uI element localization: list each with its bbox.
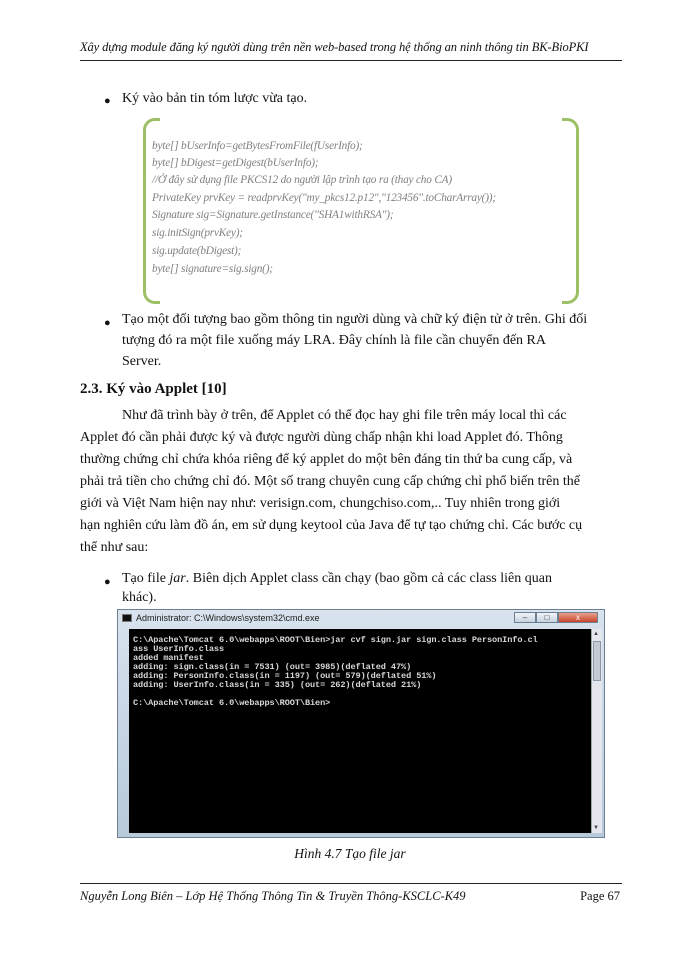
code-line: sig.initSign(prvKey); [152,227,243,239]
page-number: Page 67 [580,889,620,903]
footer-divider [80,883,622,884]
window-title: Administrator: C:\Windows\system32\cmd.exe [136,613,320,623]
console-output [129,629,591,833]
paragraph-line: phải trả tiền cho chứng chỉ đó. Một số trang chuyên cung cấp chứng chỉ phổ biến trên thế [80,474,580,489]
bullet-3-suffix: . Biên dịch Applet class cần chạy (bao gồm cả các class liên quan [185,571,552,586]
cmd-icon [122,614,132,622]
figure-caption: Hình 4.7 Tạo file jar [294,846,406,861]
bullet-3-line-1 [122,568,552,589]
paragraph-line: Applet đó cần phải được ký và được người dùng chấp nhận khi load Applet đó. Thông [80,430,563,445]
code-line: //Ở đây sử dụng file PKCS12 do người lập trình tạo ra (thay cho CA) [152,174,452,186]
bullet-dot-icon: ● [104,576,111,588]
scroll-up-icon[interactable]: ▲ [593,631,599,637]
console-line: adding: PersonInfo.class(in = 1197) (out= 579)(deflated 51%) [133,671,437,681]
bullet-3-prefix: Tạo file [122,571,170,586]
bullet-3-italic: jar [169,571,186,586]
code-line: byte[] bDigest=getDigest(bUserInfo); [152,157,319,169]
code-line: sig.update(bDigest); [152,245,242,257]
code-line: Signature sig=Signature.getInstance("SHA1withRSA"); [152,209,394,221]
bullet-dot-icon: ● [104,317,111,329]
header-divider [80,60,622,61]
maximize-button[interactable]: □ [536,612,558,623]
close-button[interactable]: x [558,612,598,623]
bullet-3-line-2: khác). [122,590,157,605]
scroll-thumb[interactable] [593,641,601,681]
console-line: added manifest [133,653,204,663]
console-line: ass UserInfo.class [133,644,225,654]
bullet-2-line-3: Server. [122,354,162,369]
console-line: C:\Apache\Tomcat 6.0\webapps\ROOT\Bien> [133,698,331,708]
bullet-dot-icon: ● [104,95,111,107]
bullet-1-text: Ký vào bản tin tóm lược vừa tạo. [122,91,308,106]
console-line: adding: UserInfo.class(in = 335) (out= 262)(deflated 21%) [133,680,422,690]
paragraph-line: Như đã trình bày ở trên, để Applet có thể đọc hay ghi file trên máy local thì các [122,408,567,423]
code-line: byte[] signature=sig.sign(); [152,263,273,275]
vertical-scrollbar[interactable] [591,629,602,833]
footer-author: Nguyễn Long Biên – Lớp Hệ Thống Thông Tin & Truyền Thông-KSCLC-K49 [80,889,466,903]
paragraph-line: giới và Việt Nam hiện nay như: verisign.com, chungchiso.com,.. Tuy nhiên trong giới [80,496,561,511]
bullet-2-line-2: tượng đó ra một file xuống máy LRA. Đây chính là file cần chuyển đến RA [122,333,546,348]
bullet-2-line-1: Tạo một đối tượng bao gồm thông tin người dùng và chữ ký điện tử ở trên. Ghi đối [122,312,588,327]
section-heading: 2.3. Ký vào Applet [10] [80,381,227,397]
paragraph-line: thường chứng chỉ chứa khóa riêng để ký applet do một bên đáng tin thứ ba cung cấp, và [80,452,573,467]
paragraph-line: hạn nghiên cứu làm đồ án, em sử dụng keytool của Java để tự tạo chứng chỉ. Các bước cụ [80,518,583,533]
console-line: C:\Apache\Tomcat 6.0\webapps\ROOT\Bien>jar cvf sign.jar sign.class PersonInfo.cl [133,635,538,645]
code-line: byte[] bUserInfo=getBytesFromFile(fUserInfo); [152,140,363,152]
minimize-button[interactable]: – [514,612,536,623]
code-line: PrivateKey prvKey = readprvKey("my_pkcs12.p12","123456".toCharArray()); [152,192,496,204]
right-bracket [562,118,579,304]
cmd-window [117,609,605,838]
scroll-down-icon[interactable]: ▼ [593,825,599,831]
console-line: adding: sign.class(in = 7531) (out= 3985)(deflated 47%) [133,662,412,672]
page-header: Xây dựng module đăng ký người dùng trên nền web-based trong hệ thống an ninh thông tin BK-BioPKI [80,40,589,54]
paragraph-line: thể như sau: [80,540,149,555]
